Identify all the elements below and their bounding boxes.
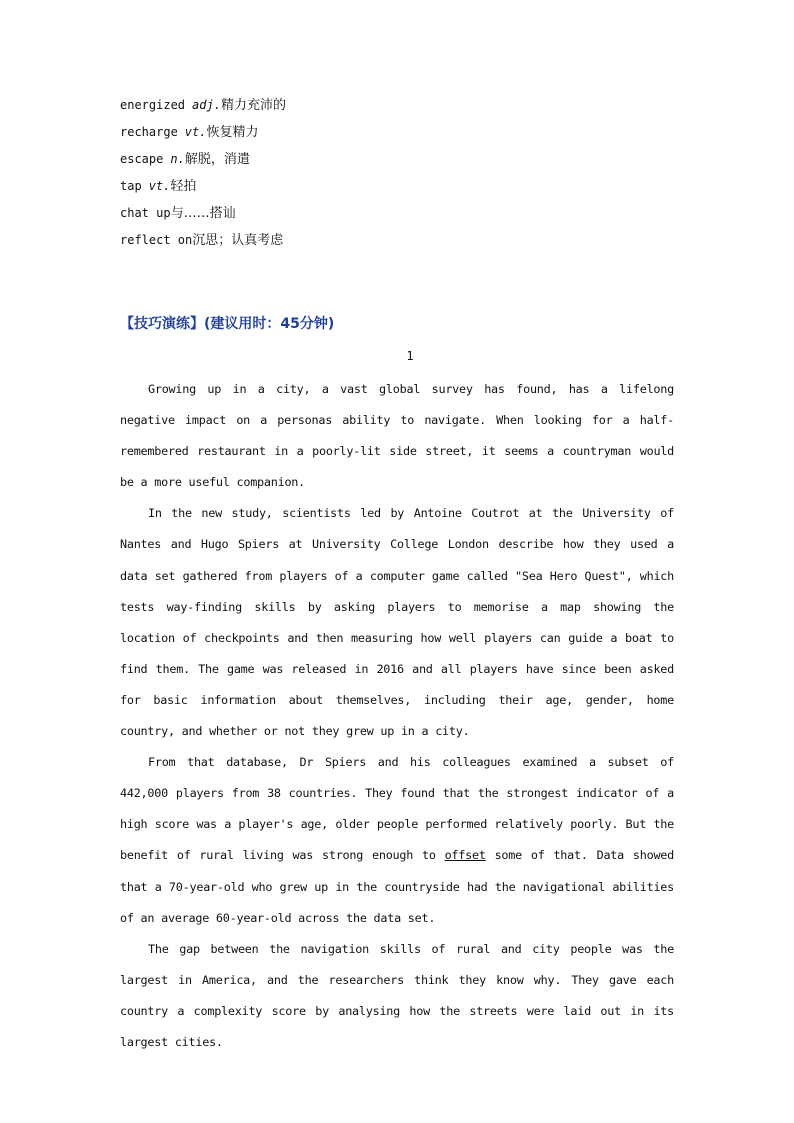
- paragraph-3-text-after: some of that. Data showed that a 70-year-old who grew up in the countryside had the navigational abilities of an average 60-year-old across the data set.: [120, 848, 674, 925]
- vocab-pos: n.: [170, 152, 185, 166]
- vocab-word: tap: [120, 179, 142, 193]
- vocab-word: chat up: [120, 206, 171, 220]
- vocab-word: reflect on: [120, 233, 193, 247]
- paragraph-2: In the new study, scientists led by Antoine Coutrot at the University of Nantes and Hugo Spiers at University College London describe how they used a data set gathered from players of a computer game called "Sea Hero Quest", which tests way-finding skills by asking players to memorise a map showing the location of checkpoints and then measuring how well players can guide a boat to find them. The game was released in 2016 and all players have since been asked for basic information about themselves, including their age, gender, home country, and whether or not they grew up in a city.: [120, 506, 674, 739]
- vocab-meaning: 沉思；认真考虑: [192, 233, 284, 248]
- vocab-item: [120, 229, 286, 256]
- vocab-word: escape: [120, 152, 164, 166]
- vocab-meaning: 与……搭讪: [170, 206, 236, 221]
- passage-number: 1: [406, 349, 414, 363]
- paragraph-4: The gap between the navigation skills of rural and city people was the largest in America, and the researchers think they know why. They gave each country a complexity score by analysing how the streets were laid out in its largest cities.: [120, 941, 674, 1049]
- section-title: 【技巧演练】(建议用时：45分钟): [120, 316, 335, 332]
- reading-passage: [120, 374, 674, 1058]
- vocab-pos: adj.: [192, 98, 221, 112]
- paragraph-3-text-before: From that database, Dr Spiers and his colleagues examined a subset of 442,000 players from 38 countries. They found that the strongest indicator of a high score was a player's age, older people performed relatively poorly. But the benefit of rural living was strong enough to: [120, 755, 674, 863]
- vocab-meaning: 解脱，消遣: [184, 152, 250, 167]
- paragraph-3: [120, 747, 674, 934]
- vocab-item: [120, 148, 286, 175]
- vocabulary-list: [120, 94, 286, 256]
- vocab-item: [120, 202, 286, 229]
- underlined-word: offset: [444, 848, 486, 863]
- vocab-item: [120, 121, 286, 148]
- vocab-meaning: 精力充沛的: [220, 98, 286, 113]
- vocab-pos: vt.: [148, 179, 171, 193]
- paragraph-1: Growing up in a city, a vast global survey has found, has a lifelong negative impact on a personas ability to navigate. When looking for a half-remembered restaurant in a poorly-lit side street, it seems a countryman would be a more useful companion.: [120, 382, 674, 490]
- vocab-item: [120, 175, 286, 202]
- vocab-pos: vt.: [184, 125, 207, 139]
- vocab-meaning: 恢复精力: [206, 125, 259, 140]
- vocab-word: energized: [120, 98, 186, 112]
- vocab-word: recharge: [120, 125, 178, 139]
- vocab-item: [120, 94, 286, 121]
- vocab-meaning: 轻拍: [170, 179, 197, 194]
